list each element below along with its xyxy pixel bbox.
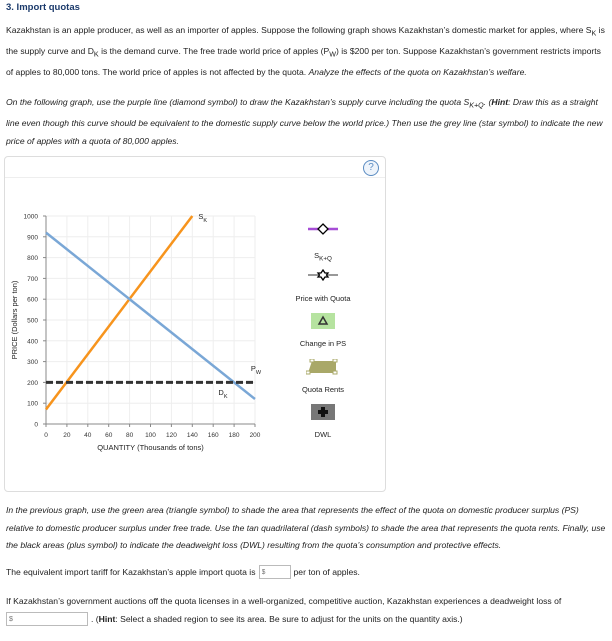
x-tick-label: 40 — [84, 432, 92, 440]
q2-hint: . (Hint: Select a shaded region to see its area. Be sure to adjust for the units on the quantity axis.) — [91, 613, 463, 624]
q2-line — [6, 593, 606, 628]
legend-label-quota-rents: Quota Rents — [301, 385, 345, 395]
legend-label-change-in-ps: Change in PS — [299, 339, 347, 349]
legend-label-dwl: DWL — [314, 430, 332, 440]
series-label-pw: $P_W$ — [250, 364, 262, 377]
y-tick-label: 200 — [27, 380, 38, 388]
x-tick-label: 120 — [165, 432, 177, 440]
tariff-input[interactable] — [259, 565, 291, 579]
y-tick-label: 500 — [27, 317, 38, 325]
x-tick-label: 160 — [207, 432, 219, 440]
y-tick-label: 100 — [27, 400, 38, 408]
series-label-sk: $S_K$ — [198, 212, 208, 225]
supply-demand-chart[interactable] — [0, 190, 280, 460]
q1-suffix: per ton of apples. — [293, 566, 360, 577]
series-label-dk: $D_K$ — [218, 388, 228, 401]
help-icon[interactable]: ? — [363, 160, 379, 176]
x-tick-label: 140 — [186, 432, 198, 440]
q1-line — [6, 564, 606, 582]
graph-instructions: On the following graph, use the purple line (diamond symbol) to draw the Kazakhstan’s supply curve including the quota $S_{K+Q}$. (Hint: Draw this as a straight line even though this curve should be equivalent to the domestic supply curve below the world price.) Then use the grey line (star symbol) to indicate the new price of apples with a quota of 80,000 apples. — [6, 96, 603, 146]
y-tick-label: 900 — [27, 234, 38, 242]
x-tick-label: 180 — [228, 432, 240, 440]
y-axis-label: PRICE (Dollars per ton) — [10, 280, 19, 360]
y-tick-label: 400 — [27, 338, 38, 346]
section-heading: 3. Import quotas — [6, 2, 80, 13]
series-line-sk — [46, 216, 192, 409]
y-tick-label: 800 — [27, 255, 38, 263]
intro-text: Kazakhstan is an apple producer, as well as an importer of apples. Suppose the following graph shows Kazakhstan’s domestic market for apples, where $S_K$ is the supply curve and $D_K$ is the demand curve. The free trade world price of apples $(P_W)$ is $200 per ton. Suppose Kazakhstan’s government restricts imports of apples to 80,000 tons. The world price of apples is not affected by the quota. Analyze the effects of the quota on Kazakhstan’s welfare. — [6, 25, 605, 78]
y-tick-label: 700 — [27, 276, 38, 284]
x-axis-label: QUANTITY (Thousands of tons) — [97, 443, 204, 453]
tan-quadrilateral-icon[interactable] — [306, 359, 340, 375]
graph-panel — [4, 156, 386, 492]
legend-label-skq: $S_{K+Q}$ — [314, 251, 332, 263]
legend-label-price-with-quota: Price with Quota — [295, 294, 351, 304]
x-tick-label: 80 — [125, 432, 134, 440]
shade-instructions: In the previous graph, use the green area (triangle symbol) to shade the area that represents the effect of the quota on domestic producer surplus (PS) relative to domestic producer surplus under free trade. Use the tan quadrilateral (dash symbols) to shade the area that represents the quota rents. Finally, use the black areas (plus symbol) to indicate the deadweight loss (DWL) resulting from the quota’s consumption and protective effects. — [6, 505, 606, 551]
grey-star-line-icon[interactable] — [306, 269, 340, 281]
black-plus-icon[interactable] — [311, 404, 335, 420]
dwl-input[interactable] — [6, 612, 88, 626]
x-tick-label: 100 — [145, 432, 156, 440]
x-tick-label: 0 — [44, 432, 48, 440]
y-tick-label: 1000 — [23, 213, 38, 221]
green-triangle-icon[interactable] — [311, 313, 335, 329]
y-tick-label: 600 — [27, 296, 38, 304]
q2-text: If Kazakhstan’s government auctions off the quota licenses in a well-organized, competitive auction, Kazakhstan experiences a deadweight loss of — [6, 596, 562, 607]
x-tick-label: 200 — [249, 432, 261, 440]
purple-diamond-line-icon[interactable] — [306, 223, 340, 235]
y-tick-label: 300 — [27, 359, 38, 367]
x-tick-label: 60 — [105, 432, 113, 440]
x-tick-label: 20 — [63, 432, 71, 440]
q1-text: The equivalent import tariff for Kazakhstan’s apple import quota is — [6, 566, 256, 577]
y-tick-label: 0 — [34, 421, 38, 429]
